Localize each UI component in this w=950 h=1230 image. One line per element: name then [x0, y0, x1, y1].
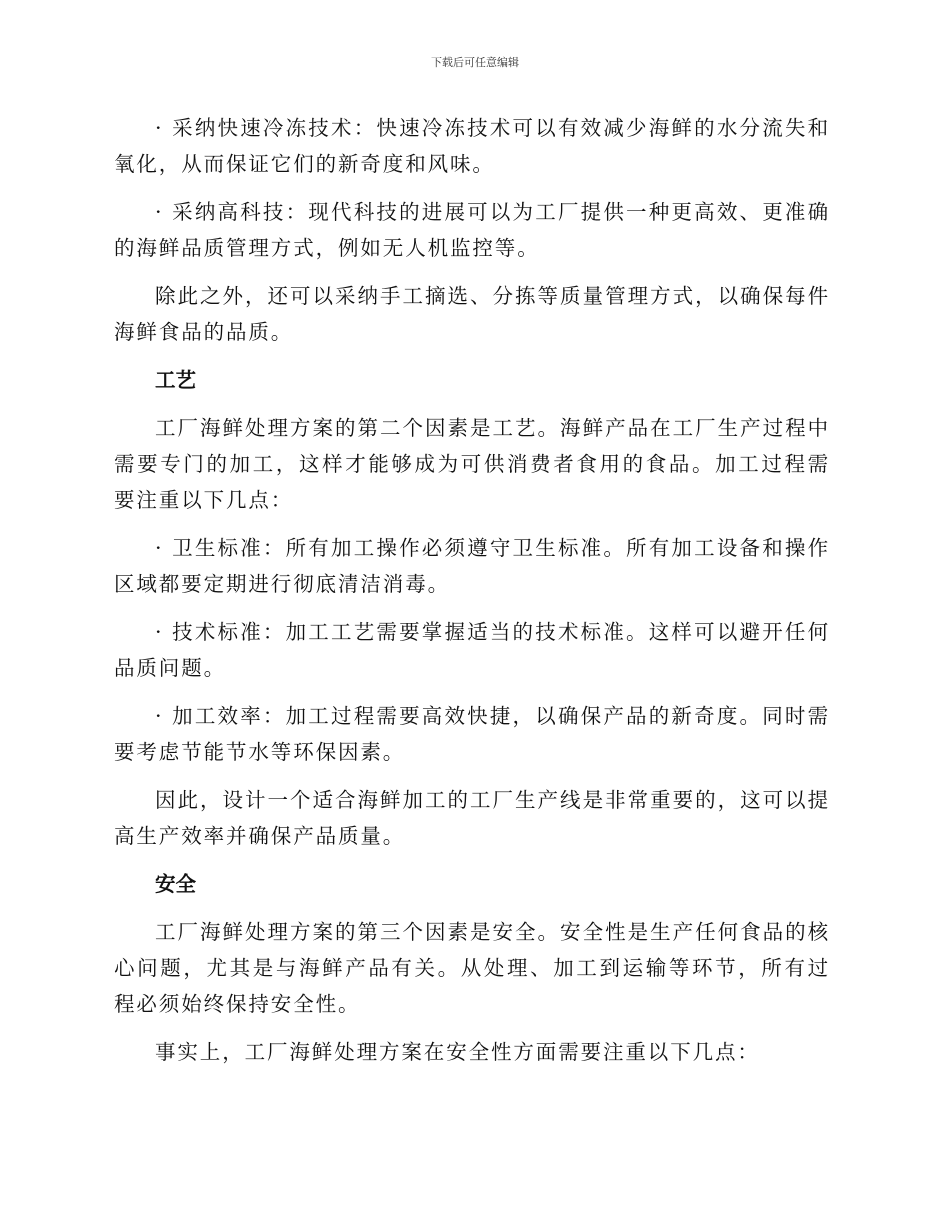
- paragraph-production-line: 因此，设计一个适合海鲜加工的工厂生产线是非常重要的，这可以提高生产效率并确保产品质量。: [114, 788, 830, 848]
- page-header: 下载后可任意编辑: [431, 56, 519, 69]
- paragraph-manual-selection: 除此之外，还可以采纳手工摘选、分拣等质量管理方式，以确保每件海鲜食品的品质。: [114, 284, 830, 344]
- paragraph-craft-intro: 工厂海鲜处理方案的第二个因素是工艺。海鲜产品在工厂生产过程中需要专门的加工，这样才能够成为可供消费者食用的食品。加工过程需要注重以下几点：: [114, 416, 830, 512]
- section-heading-safety: 安全: [155, 872, 196, 896]
- bullet-high-tech: · 采纳高科技：现代科技的进展可以为工厂提供一种更高效、更准确的海鲜品质管理方式，例如无人机监控等。: [114, 200, 830, 260]
- bullet-hygiene-standard: · 卫生标准：所有加工操作必须遵守卫生标准。所有加工设备和操作区域都要定期进行彻底清洁消毒。: [114, 536, 830, 596]
- bullet-processing-efficiency: · 加工效率：加工过程需要高效快捷，以确保产品的新奇度。同时需要考虑节能节水等环保因素。: [114, 704, 830, 764]
- document-body: [114, 110, 830, 1082]
- section-heading-craft: 工艺: [155, 368, 196, 392]
- bullet-technical-standard: · 技术标准：加工工艺需要掌握适当的技术标准。这样可以避开任何品质问题。: [114, 620, 830, 680]
- paragraph-safety-points: 事实上，工厂海鲜处理方案在安全性方面需要注重以下几点：: [155, 1040, 760, 1064]
- paragraph-safety-intro: 工厂海鲜处理方案的第三个因素是安全。安全性是生产任何食品的核心问题，尤其是与海鲜产品有关。从处理、加工到运输等环节，所有过程必须始终保持安全性。: [114, 920, 830, 1016]
- bullet-quick-freeze: · 采纳快速冷冻技术：快速冷冻技术可以有效减少海鲜的水分流失和氧化，从而保证它们的新奇度和风味。: [114, 116, 830, 176]
